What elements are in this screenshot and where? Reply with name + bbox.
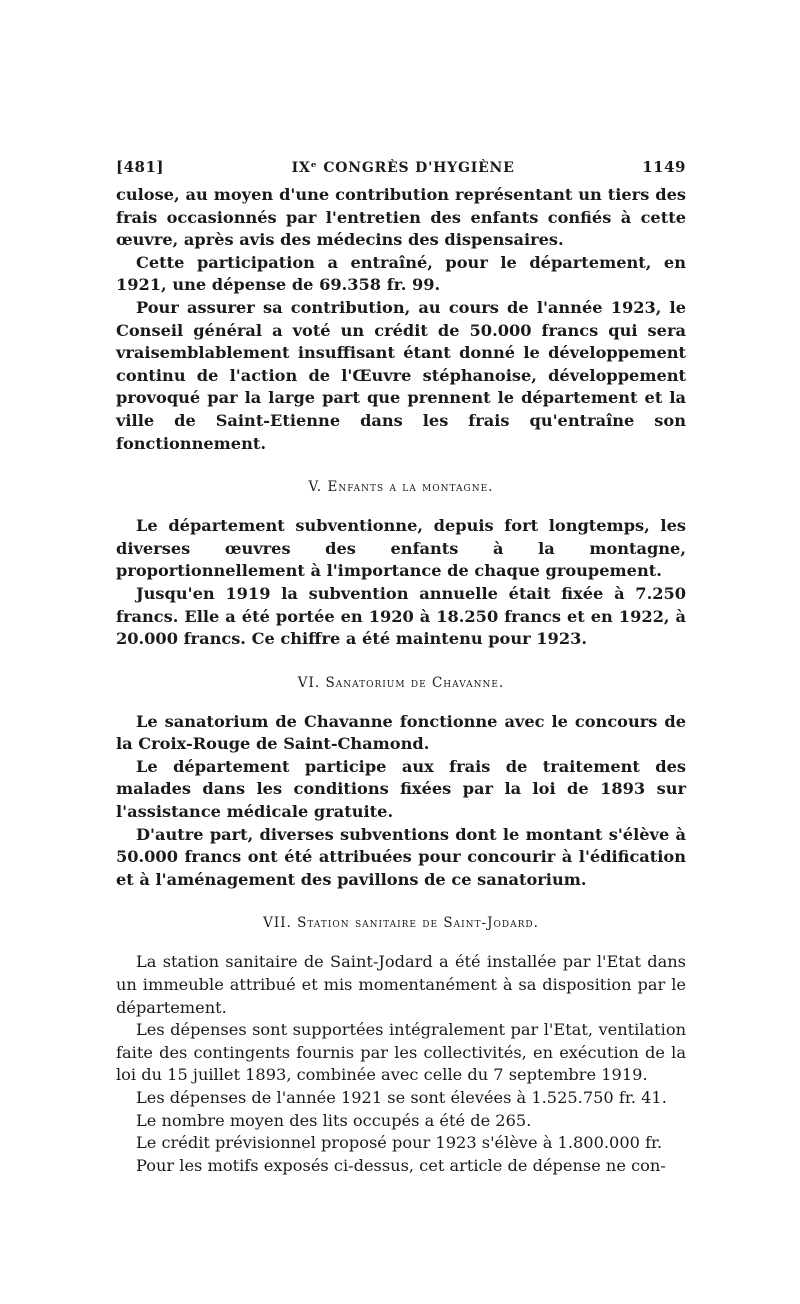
running-head	[116, 150, 686, 184]
intro-paragraph-3: Pour assurer sa contribution, au cours de l'année 1923, le Conseil général a voté un crédit de 50.000 francs qui sera vraisemblablement insuffisant étant donné le développement continu de l'action de l'Œuvre stéphanoise, développement provoqué par la large part que prennent le département et la ville de Saint-Etienne dans les frais qu'entraîne son fonctionnement.	[116, 297, 686, 453]
section-7-paragraph-4: Le nombre moyen des lits occupés a été de 265.	[136, 1110, 532, 1130]
section-6-paragraph-3: D'autre part, diverses subventions dont le montant s'élève à 50.000 francs ont été attribuées pour concourir à l'édification et à l'aménagement des pavillons de ce sanatorium.	[116, 824, 686, 889]
page-ref-left: [481]	[116, 158, 165, 176]
section-7-paragraph-2: Les dépenses sont supportées intégralement par l'Etat, ventilation faite des contingents fournis par les collectivités, en exécution de la loi du 15 juillet 1893, combinée avec celle du 7 septembre 1919.	[116, 1020, 686, 1085]
page-number: 1149	[642, 158, 686, 176]
intro-paragraph-1: culose, au moyen d'une contribution représentant un tiers des frais occasionnés par l'entretien des enfants confiés à cette œuvre, après avis des médecins des dispensaires.	[116, 185, 686, 250]
section-7-heading: VII. Station sanitaire de Saint-Jodard.	[263, 915, 539, 932]
section-7-paragraph-6: Pour les motifs exposés ci-dessus, cet article de dépense ne con-	[136, 1155, 666, 1175]
section-5-heading: V. Enfants a la montagne.	[308, 479, 494, 496]
section-7-paragraph-3: Les dépenses de l'année 1921 se sont élevées à 1.525.750 fr. 41.	[136, 1088, 667, 1107]
intro-paragraph-2: Cette participation a entraîné, pour le département, en 1921, une dépense de 69.358 fr. 99.	[116, 252, 686, 295]
section-6-paragraph-1: Le sanatorium de Chavanne fonctionne avec le concours de la Croix-Rouge de Saint-Chamond.	[116, 711, 686, 754]
section-5-paragraph-2: Jusqu'en 1919 la subvention annuelle était fixée à 7.250 francs. Elle a été portée en 1920 à 18.250 francs et en 1922, à 20.000 francs. Ce chiffre a été maintenu pour 1923.	[116, 583, 686, 649]
document-page	[116, 150, 686, 1177]
section-5-paragraph-1: Le département subventionne, depuis fort longtemps, les diverses œuvres des enfants à la montagne, proportionnellement à l'importance de chaque groupement.	[116, 516, 686, 581]
section-6-heading: VI. Sanatorium de Chavanne.	[297, 674, 505, 691]
section-7-paragraph-1: La station sanitaire de Saint-Jodard a été installée par l'Etat dans un immeuble attribué et mis momentanément à sa disposition par le département.	[116, 952, 686, 1017]
running-title: IXᵉ CONGRÈS D'HYGIÈNE	[291, 160, 515, 176]
section-6-paragraph-2: Le département participe aux frais de traitement des malades dans les conditions fixées par la loi de 1893 sur l'assistance médicale gratuite.	[116, 756, 686, 822]
section-7-paragraph-5: Le crédit prévisionnel proposé pour 1923 s'élève à 1.800.000 fr.	[136, 1133, 663, 1153]
